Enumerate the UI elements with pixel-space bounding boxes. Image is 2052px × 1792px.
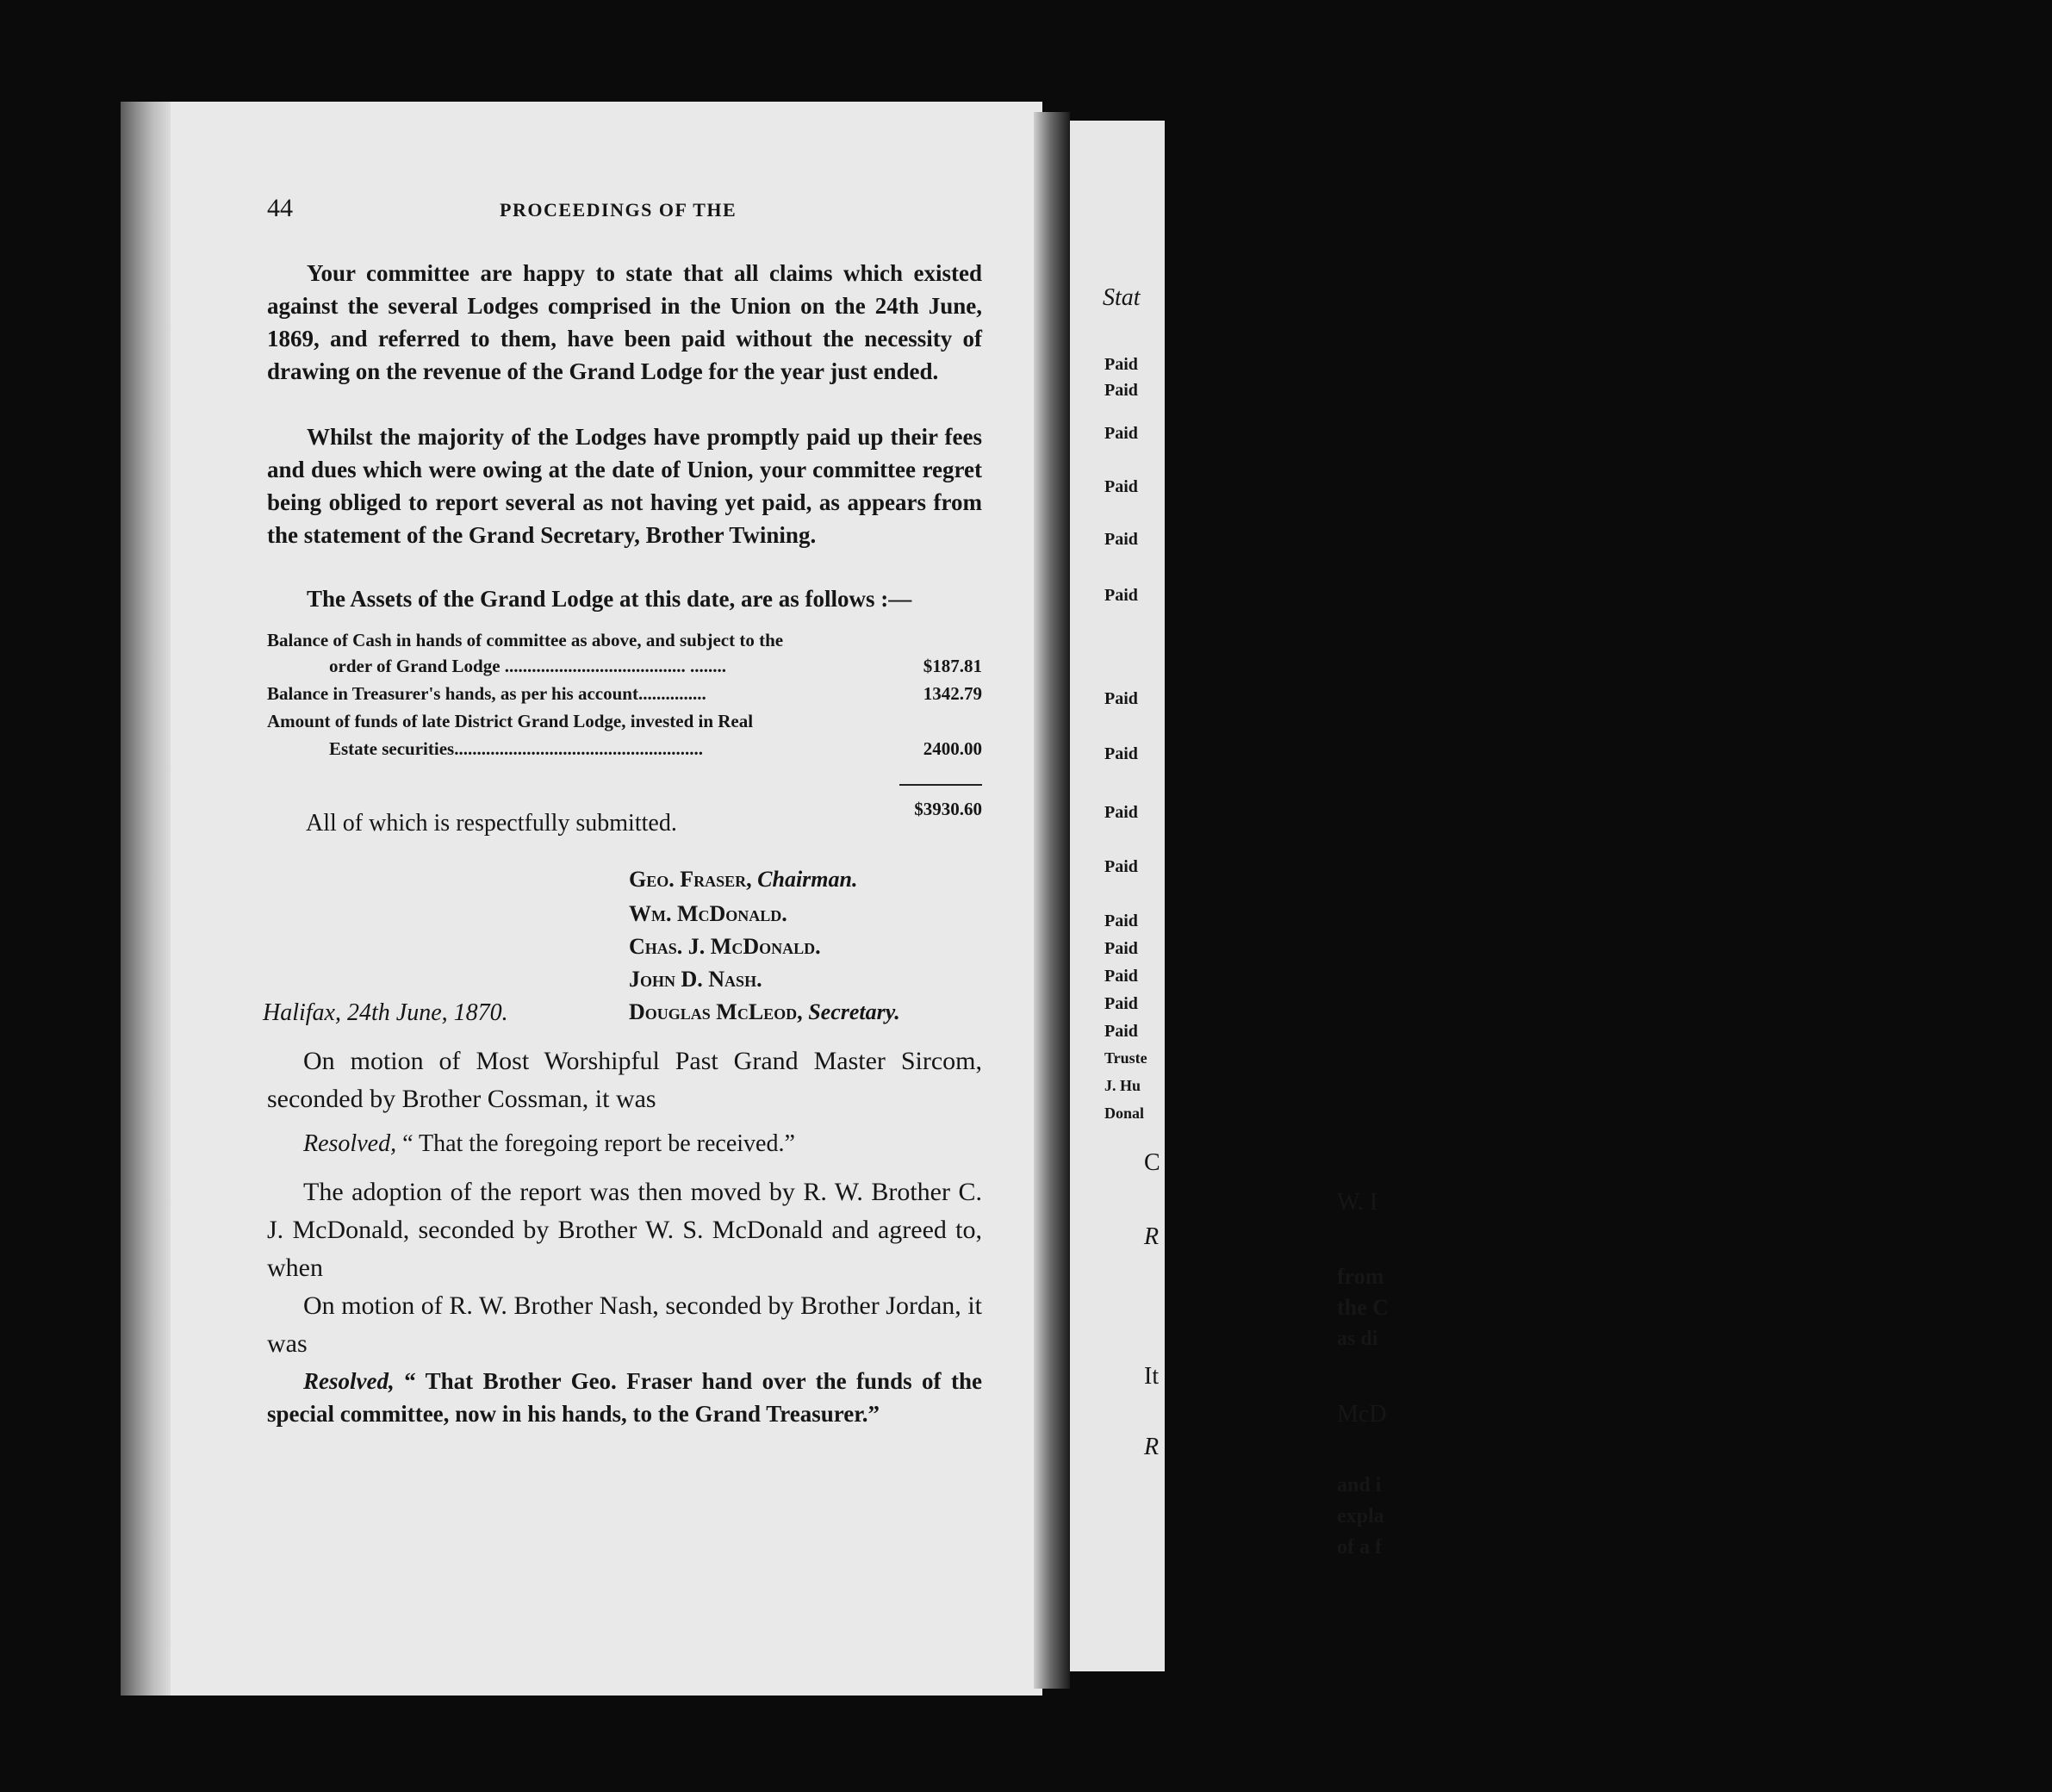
signature: Douglas McLeod, Secretary. <box>629 999 900 1024</box>
table-row: Balance of Cash in hands of committee as above, and subject to the <box>267 630 784 650</box>
facing-line: Paid <box>1104 939 1138 958</box>
facing-line: Truste <box>1104 1049 1147 1067</box>
facing-line: Paid <box>1104 381 1138 400</box>
facing-line: W. I <box>1337 1189 1378 1216</box>
facing-line: expla <box>1337 1505 1384 1528</box>
facing-line: Paid <box>1104 967 1138 986</box>
facing-line: Paid <box>1104 994 1138 1013</box>
resolution: Resolved, “ That the foregoing report be received.” <box>303 1130 795 1157</box>
facing-line: Paid <box>1104 744 1138 763</box>
signature: Geo. Fraser, Chairman. <box>629 867 858 892</box>
motion-paragraph: On motion of Most Worshipful Past Grand Master Sircom, seconded by Brother Cossman, it was <box>267 1047 982 1113</box>
facing-line: It <box>1144 1363 1160 1390</box>
paragraph-claims: Your committee are happy to state that all claims which existed against the several Lodges comprised in the Union on the 24th June, 1869, and referred to them, have been paid without the necessity of drawing on the revenue of the Grand Lodge for the year just ended. <box>267 260 982 384</box>
facing-line: Paid <box>1104 477 1138 496</box>
facing-line: Paid <box>1104 424 1138 443</box>
page-gutter <box>121 102 171 1696</box>
page-number: 44 <box>267 194 293 222</box>
facing-line: of a f <box>1337 1536 1382 1559</box>
facing-line: Paid <box>1104 355 1138 374</box>
paragraph-assets: The Assets of the Grand Lodge at this date, are as follows :— <box>307 586 912 612</box>
place-date: Halifax, 24th June, 1870. <box>263 999 508 1026</box>
table-row: Balance in Treasurer's hands, as per his account............... 1342.79 <box>267 681 982 706</box>
signature: Wm. McDonald. <box>629 901 787 926</box>
running-title: PROCEEDINGS OF THE <box>500 199 737 221</box>
facing-line: Stat <box>1103 284 1141 311</box>
table-row: Amount of funds of late District Grand Lodge, invested in Real <box>267 711 754 731</box>
submitted-line: All of which is respectfully submitted. <box>306 810 677 837</box>
sum-rule <box>899 784 982 786</box>
total-amount: $3930.60 <box>914 799 982 819</box>
facing-line: Paid <box>1104 803 1138 822</box>
facing-line: McD <box>1337 1401 1387 1428</box>
facing-line: R <box>1144 1223 1160 1250</box>
page-header <box>267 194 982 223</box>
motion-paragraph: The adoption of the report was then moved by R. W. Brother C. J. McDonald, seconded by Brother W. S. McDonald and agreed to, when <box>267 1178 982 1282</box>
facing-line: Donal <box>1104 1104 1145 1122</box>
facing-line: Paid <box>1104 857 1138 876</box>
facing-line: J. Hu <box>1104 1077 1141 1094</box>
facing-line: Paid <box>1104 689 1138 708</box>
facing-line: the C <box>1337 1295 1389 1320</box>
table-row: order of Grand Lodge ........................................ ........ $187.81 <box>267 653 982 679</box>
paragraph-dues: Whilst the majority of the Lodges have promptly paid up their fees and dues which were owing at the date of Union, your committee regret being obliged to report several as not having yet paid, as appears from the statement of the Grand Secretary, Brother Twining. <box>267 424 982 548</box>
facing-page <box>1070 121 1389 1671</box>
motion-paragraph: On motion of R. W. Brother Nash, seconded by Brother Jordan, it was <box>267 1291 982 1358</box>
facing-line: C <box>1144 1149 1160 1176</box>
facing-line: and i <box>1337 1474 1382 1496</box>
resolution: Resolved, “ That Brother Geo. Fraser hand over the funds of the special committee, now in his hands, to the Grand Treasurer.” <box>267 1368 982 1427</box>
amount: 2400.00 <box>923 738 982 759</box>
facing-line: as di <box>1337 1328 1378 1350</box>
book-spine-seam <box>1034 112 1070 1689</box>
facing-line: Paid <box>1104 530 1138 549</box>
table-row: Estate securities....................................................... 2400.00 <box>267 736 982 762</box>
facing-line: Paid <box>1104 912 1138 930</box>
facing-line: from <box>1337 1264 1384 1289</box>
facing-line: Paid <box>1104 1022 1138 1041</box>
amount: $187.81 <box>923 656 982 676</box>
signature: Chas. J. McDonald. <box>629 934 821 959</box>
signature: John D. Nash. <box>629 967 762 992</box>
facing-line: R <box>1144 1434 1160 1460</box>
facing-line: Paid <box>1104 586 1138 605</box>
amount: 1342.79 <box>923 683 982 704</box>
